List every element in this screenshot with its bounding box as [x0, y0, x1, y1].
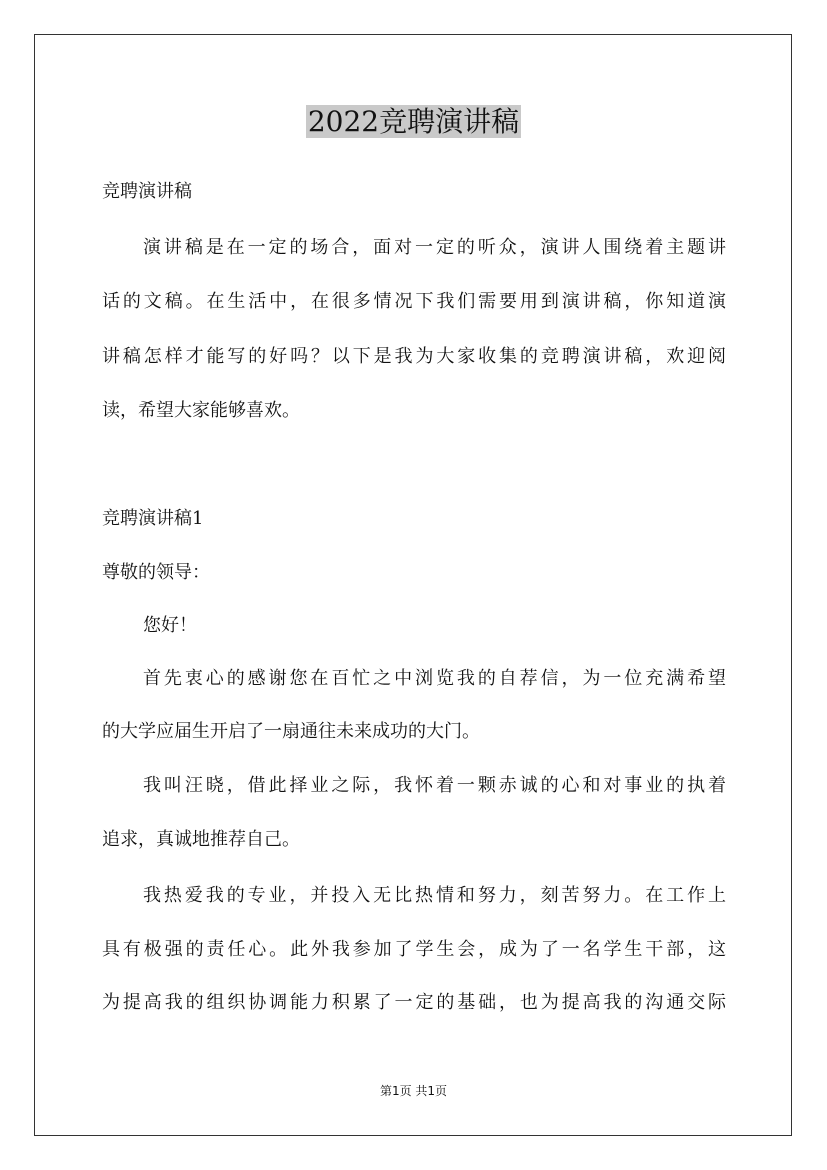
- paragraph-line: 话的文稿。在生活中，在很多情况下我们需要用到演讲稿，你知道演: [102, 291, 726, 312]
- document-title: [0, 102, 827, 142]
- paragraph-line: 为提高我的组织协调能力积累了一定的基础，也为提高我的沟通交际: [102, 992, 726, 1013]
- salutation: 尊敬的领导：: [102, 562, 210, 583]
- document-title-text: 2022竞聘演讲稿: [307, 105, 520, 138]
- page-footer: [0, 1082, 827, 1100]
- paragraph-line: 读，希望大家能够喜欢。: [102, 400, 300, 421]
- paragraph-line: 具有极强的责任心。此外我参加了学生会，成为了一名学生干部，这: [102, 939, 726, 960]
- greeting: 您好！: [143, 615, 197, 636]
- paragraph-line: 我叫汪晓，借此择业之际，我怀着一颗赤诚的心和对事业的执着: [143, 775, 726, 796]
- paragraph-line: 讲稿怎样才能写的好吗？以下是我为大家收集的竞聘演讲稿，欢迎阅: [102, 346, 726, 367]
- section-heading: 竞聘演讲稿: [102, 181, 192, 202]
- paragraph-line: 演讲稿是在一定的场合，面对一定的听众，演讲人围绕着主题讲: [143, 237, 726, 258]
- paragraph-line: 的大学应届生开启了一扇通往未来成功的大门。: [102, 721, 480, 742]
- paragraph-line: 追求，真诚地推荐自己。: [102, 829, 300, 850]
- paragraph-line: 我热爱我的专业，并投入无比热情和努力，刻苦努力。在工作上: [143, 885, 726, 906]
- section-heading: 竞聘演讲稿1: [102, 508, 204, 529]
- page-number: 第1页 共1页: [379, 1084, 448, 1098]
- paragraph-line: 首先衷心的感谢您在百忙之中浏览我的自荐信，为一位充满希望: [143, 668, 726, 689]
